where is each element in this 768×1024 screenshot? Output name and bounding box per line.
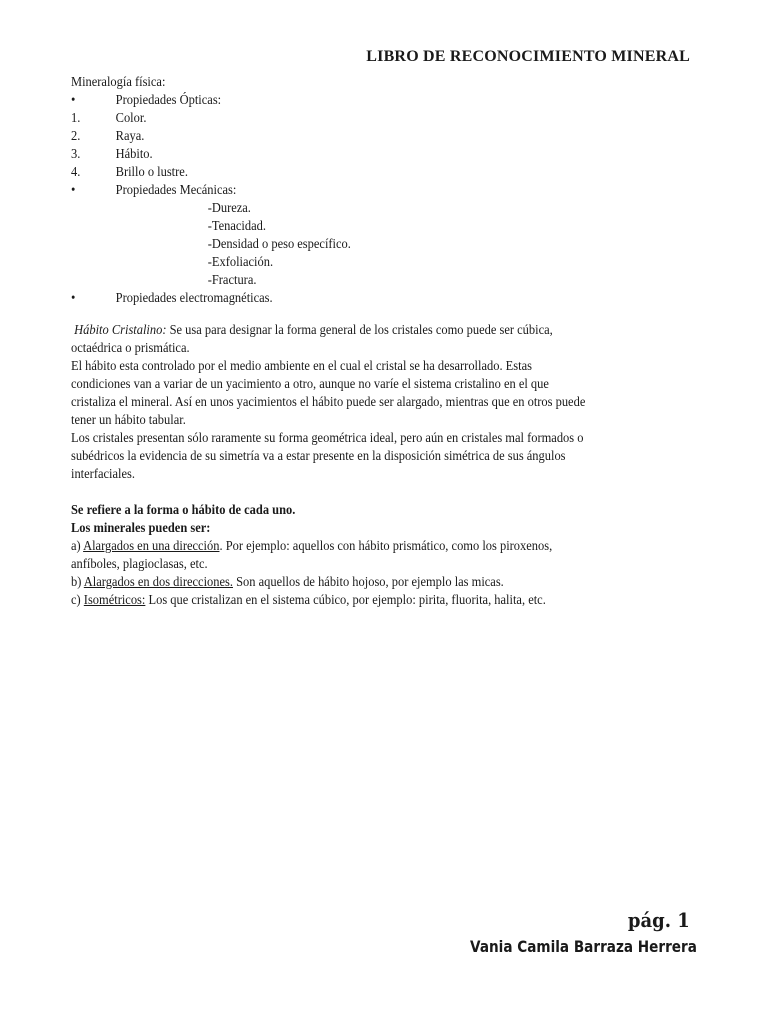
- list-number: 2.: [71, 128, 81, 143]
- list-number: 4.: [71, 164, 81, 179]
- form-item-prefix: a): [71, 538, 84, 553]
- mechanical-item-text: -Fractura.: [207, 272, 257, 287]
- form-item-term: Isométricos:: [83, 592, 146, 607]
- habito-paragraph-line: cristaliza el mineral. Así en unos yacimientos el hábito puede ser alargado, mientras que en otros puede: [71, 394, 586, 409]
- list-item: [71, 91, 657, 109]
- form-item-text: . Por ejemplo: aquellos con hábito prismático, como los piroxenos,: [219, 538, 553, 553]
- form-item-a: [71, 537, 657, 555]
- habito-paragraph-line: [71, 321, 657, 339]
- list-item: [71, 289, 657, 307]
- mechanical-item: [71, 253, 657, 271]
- mechanical-item: [71, 271, 657, 289]
- forms-heading: Se refiere a la forma o hábito de cada uno.: [71, 502, 296, 517]
- habito-text: Se usa para designar la forma general de los cristales como puede ser cúbica,: [166, 322, 553, 337]
- list-item-text: Brillo o lustre.: [115, 164, 188, 179]
- forms-subheading: Los minerales pueden ser:: [71, 520, 211, 535]
- form-item-prefix: c): [71, 592, 84, 607]
- form-item-prefix: b): [71, 574, 84, 589]
- list-item-text: Hábito.: [115, 146, 153, 161]
- list-bullet: •: [71, 182, 76, 197]
- list-item: [71, 127, 657, 145]
- document-body: [71, 73, 657, 609]
- list-item: [71, 145, 657, 163]
- list-item-text: Propiedades Ópticas:: [115, 92, 222, 107]
- intro-line: Mineralogía física:: [71, 74, 166, 89]
- page-number: pág. 1: [628, 908, 690, 932]
- list-number: 1.: [71, 110, 81, 125]
- habito-paragraph-line: tener un hábito tabular.: [71, 412, 186, 427]
- list-item: [71, 181, 657, 199]
- habito-paragraph-line: interfaciales.: [71, 466, 135, 481]
- mechanical-item: [71, 217, 657, 235]
- form-item-term: Alargados en dos direcciones.: [83, 574, 233, 589]
- list-item-text: Color.: [115, 110, 147, 125]
- form-item-term: Alargados en una dirección: [83, 538, 220, 553]
- form-item-text: Son aquellos de hábito hojoso, por ejemplo las micas.: [232, 574, 504, 589]
- list-item-text: Propiedades electromagnéticas.: [115, 290, 273, 305]
- document-title: LIBRO DE RECONOCIMIENTO MINERAL: [366, 48, 690, 65]
- form-item-a-continued: anfíboles, plagioclasas, etc.: [71, 556, 208, 571]
- list-number: 3.: [71, 146, 81, 161]
- list-bullet: •: [71, 290, 76, 305]
- mechanical-item: [71, 199, 657, 217]
- habito-paragraph-line: condiciones van a variar de un yacimiento a otro, aunque no varíe el sistema cristalino en el que: [71, 376, 549, 391]
- mechanical-item-text: -Dureza.: [207, 200, 251, 215]
- habito-label: Hábito Cristalino:: [74, 322, 167, 337]
- list-item: [71, 163, 657, 181]
- form-item-b: [71, 573, 657, 591]
- list-item-text: Raya.: [115, 128, 145, 143]
- habito-paragraph-line: octaédrica o prismática.: [71, 340, 190, 355]
- habito-paragraph-line: Los cristales presentan sólo raramente su forma geométrica ideal, pero aún en cristales mal formados o: [71, 430, 584, 445]
- habito-paragraph-line: El hábito esta controlado por el medio ambiente en el cual el cristal se ha desarrollado. Estas: [71, 358, 532, 373]
- list-item-text: Propiedades Mecánicas:: [115, 182, 237, 197]
- mechanical-item-text: -Tenacidad.: [207, 218, 266, 233]
- list-item: [71, 109, 657, 127]
- mechanical-item: [71, 235, 657, 253]
- author-name: Vania Camila Barraza Herrera: [470, 937, 697, 956]
- mechanical-item-text: -Exfoliación.: [207, 254, 274, 269]
- list-bullet: •: [71, 92, 76, 107]
- habito-paragraph-line: subédricos la evidencia de su simetría va a estar presente en la disposición simétrica de sus ángulos: [71, 448, 566, 463]
- form-item-text: Los que cristalizan en el sistema cúbico, por ejemplo: pirita, fluorita, halita, etc.: [145, 592, 546, 607]
- mechanical-item-text: -Densidad o peso específico.: [207, 236, 351, 251]
- form-item-c: [71, 591, 657, 609]
